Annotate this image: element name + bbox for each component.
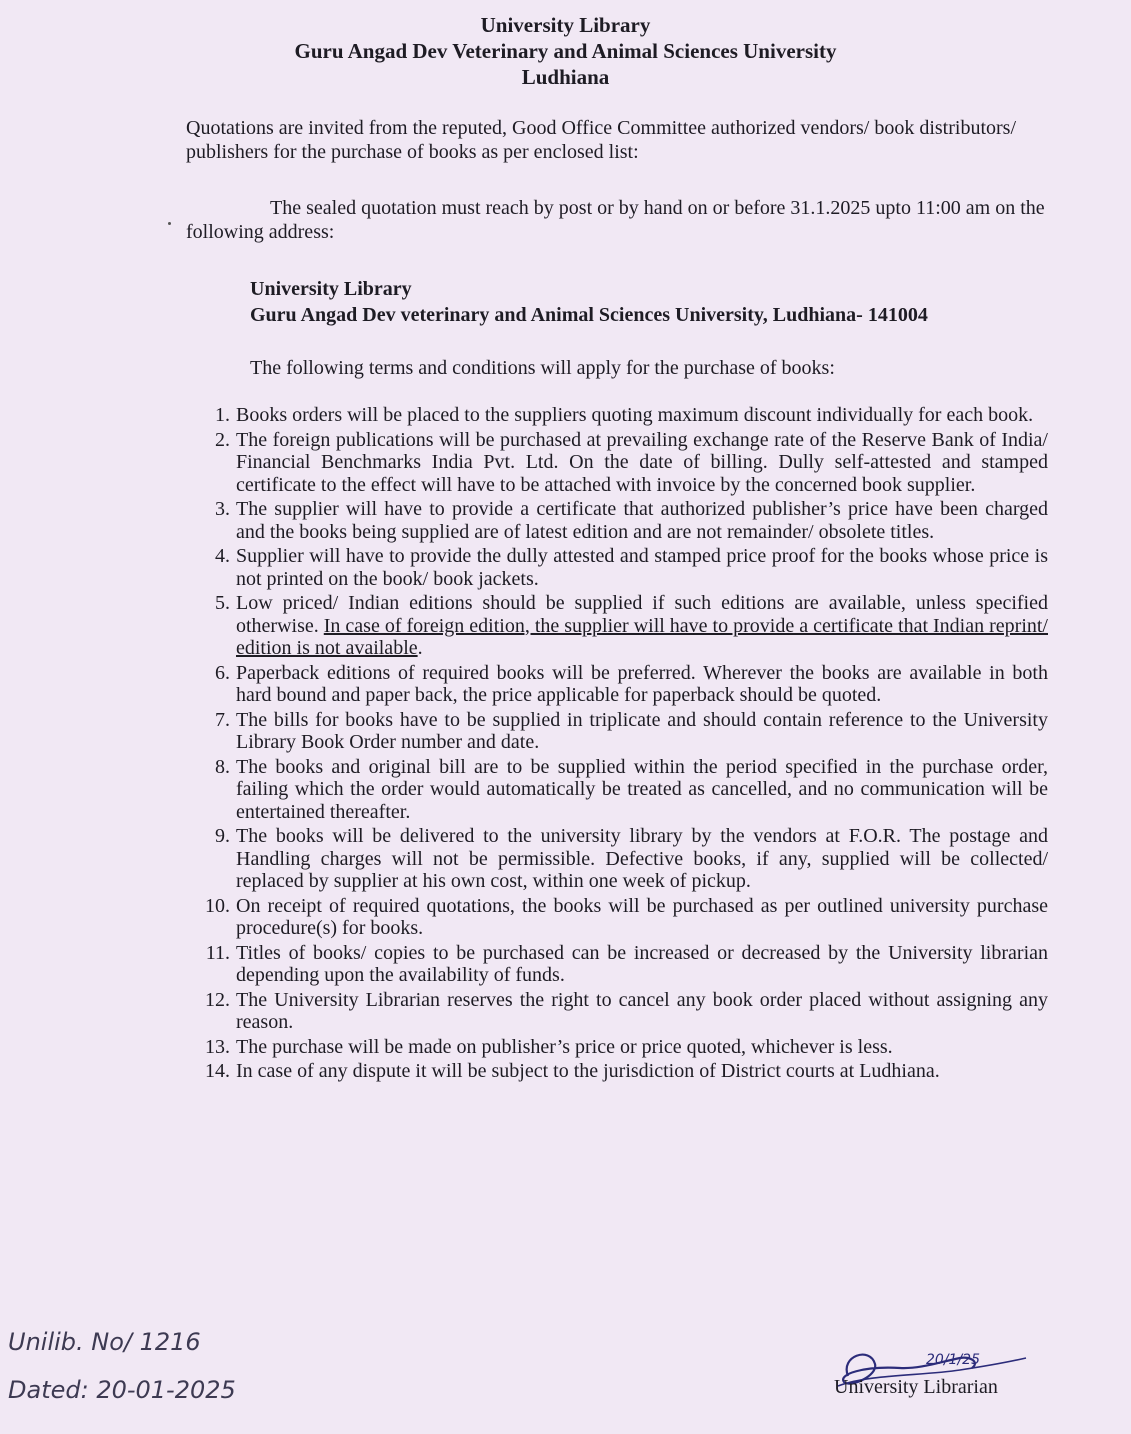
term-item xyxy=(205,1035,1048,1059)
term-text: Books orders will be placed to the suppliers quoting maximum discount individually for each book. xyxy=(236,404,1034,426)
term-text-tail: . xyxy=(417,637,423,659)
term-number: 5. xyxy=(215,592,230,614)
term-item xyxy=(215,498,1048,543)
term-item xyxy=(205,988,1048,1034)
term-item xyxy=(215,661,1048,707)
term-number: 1. xyxy=(215,404,230,426)
term-text: The bills for books have to be supplied in triplicate and should contain reference to the University Library Book Order number and date. xyxy=(236,708,1048,753)
signatory-title: University Librarian xyxy=(834,1376,998,1398)
term-text-underlined: In case of foreign edition, the supplier will have to provide a certificate that Indian reprint/ edition is not available xyxy=(236,614,1048,659)
deadline-paragraph: The sealed quotation must reach by post or by hand on or before 31.1.2025 upto 11:00 am on the following address: xyxy=(186,197,1045,243)
term-number: 7. xyxy=(215,708,230,731)
reference-date: Dated: 20-01-2025 xyxy=(8,1376,236,1404)
term-text: Titles of books/ copies to be purchased can be increased or decreased by the University librarian depending upon the availability of funds. xyxy=(236,941,1048,986)
term-number: 11. xyxy=(205,941,230,964)
reference-number: Unilib. No/ 1216 xyxy=(8,1328,201,1356)
term-number: 14. xyxy=(205,1060,230,1082)
term-item xyxy=(215,545,1048,590)
term-text: Paperback editions of required books will be preferred. Wherever the books are available in both hard bound and paper back, the price applicable for paperback should be quoted. xyxy=(236,661,1048,706)
address-line-1: University Library xyxy=(250,278,412,300)
margin-mark xyxy=(168,222,171,225)
intro-paragraph: Quotations are invited from the reputed, Good Office Committee authorized vendors/ book distributors/ publishers for the purchase of books as per enclosed list: xyxy=(186,117,1016,163)
term-text: On receipt of required quotations, the books will be purchased as per outlined university purchase procedure(s) for books. xyxy=(236,894,1048,939)
term-item xyxy=(205,894,1048,940)
signature-date: 20/1/25 xyxy=(926,1352,980,1368)
term-item xyxy=(215,404,1048,427)
term-number: 13. xyxy=(205,1035,230,1058)
term-number: 8. xyxy=(215,755,230,778)
term-text: The purchase will be made on publisher’s price or price quoted, whichever is less. xyxy=(236,1035,893,1058)
term-text: Supplier will have to provide the dully attested and stamped price proof for the books whose price is not printed on the book/ book jackets. xyxy=(236,545,1048,590)
term-item xyxy=(215,708,1048,754)
term-item xyxy=(215,825,1048,893)
submission-address xyxy=(250,276,928,328)
term-item xyxy=(215,592,1048,660)
document-header xyxy=(0,12,1131,90)
term-text: Low priced/ Indian editions should be supplied if such editions are available, unless specified otherwise. xyxy=(236,592,1048,637)
header-city: Ludhiana xyxy=(521,65,610,89)
term-item xyxy=(205,1060,1048,1083)
term-text: The books will be delivered to the university library by the vendors at F.O.R. The postage and Handling charges will not be permissible. Defective books, if any, supplied will be collected/ replaced by supplier at his own cost, within one week of pickup. xyxy=(236,825,1048,892)
header-library: University Library xyxy=(480,13,651,37)
term-number: 4. xyxy=(215,545,230,567)
term-number: 3. xyxy=(215,498,230,520)
terms-list xyxy=(205,404,1048,1085)
term-text: The University Librarian reserves the right to cancel any book order placed without assigning any reason. xyxy=(236,988,1048,1033)
term-text: The books and original bill are to be supplied within the period specified in the purchase order, failing which the order would automatically be treated as cancelled, and no communication will be entertained thereafter. xyxy=(236,755,1048,823)
term-number: 6. xyxy=(215,661,230,684)
term-item xyxy=(215,428,1048,497)
term-item xyxy=(215,755,1048,824)
term-number: 10. xyxy=(205,894,230,917)
term-text: The supplier will have to provide a certificate that authorized publisher’s price have been charged and the books being supplied are of latest edition and are not remainder/ obsolete titles. xyxy=(236,498,1048,543)
header-university: Guru Angad Dev Veterinary and Animal Sciences University xyxy=(294,39,837,63)
term-item xyxy=(205,941,1048,987)
term-text: The foreign publications will be purchased at prevailing exchange rate of the Reserve Bank of India/ Financial Benchmarks India Pvt. Ltd. On the date of billing. Dully self-attested and stamped certificate to the effect will have to be attached with invoice by the concerned book supplier. xyxy=(236,428,1048,496)
term-number: 9. xyxy=(215,825,230,847)
term-number: 2. xyxy=(215,428,230,451)
term-text: In case of any dispute it will be subject to the jurisdiction of District courts at Ludhiana. xyxy=(236,1060,940,1082)
address-line-2: Guru Angad Dev veterinary and Animal Sciences University, Ludhiana- 141004 xyxy=(250,304,928,326)
term-number: 12. xyxy=(205,988,230,1011)
terms-intro: The following terms and conditions will apply for the purchase of books: xyxy=(250,357,835,379)
